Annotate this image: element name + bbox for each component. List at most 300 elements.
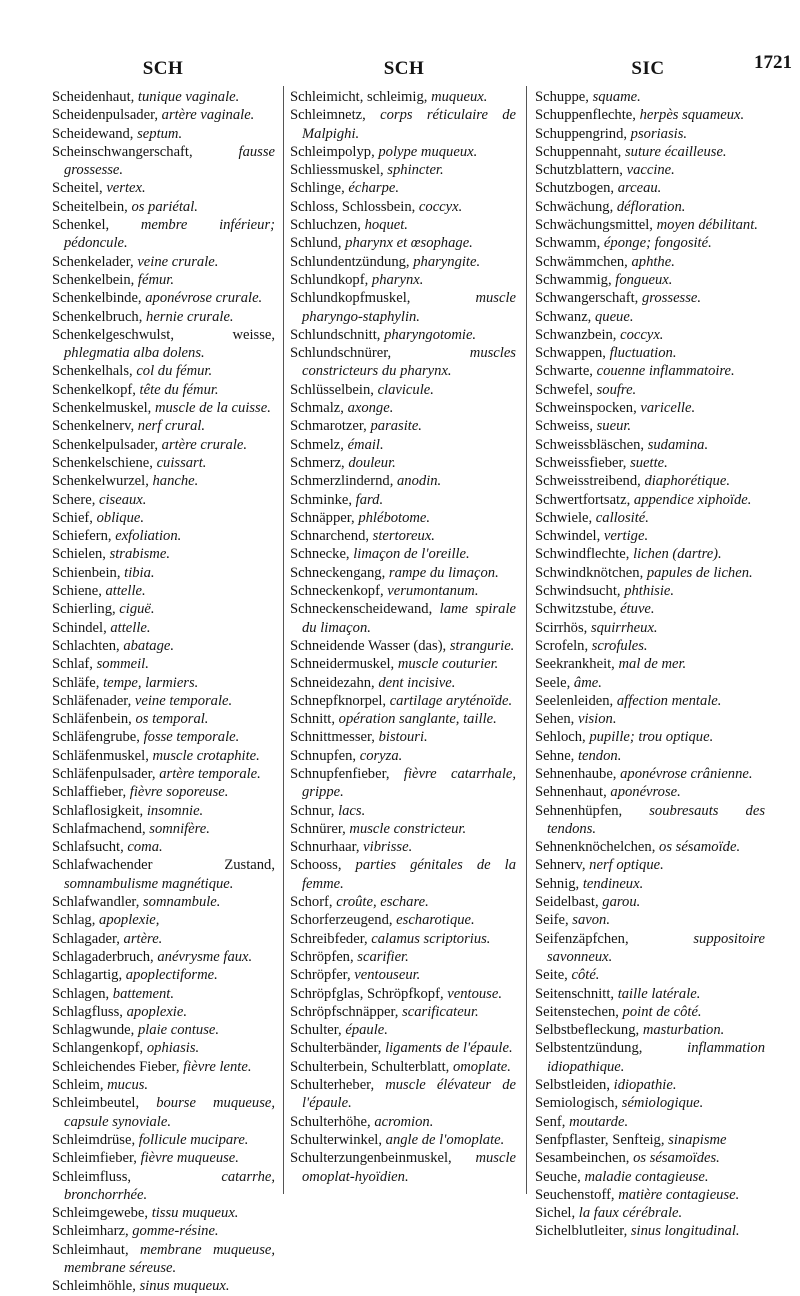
dictionary-entry — [535, 911, 765, 929]
dictionary-entry — [52, 454, 275, 472]
entry-headword: Schulterhöhe, — [290, 1113, 375, 1130]
dictionary-entry — [535, 856, 765, 874]
entry-headword: Selbstleiden, — [535, 1077, 614, 1094]
entry-headword: Schneidende Wasser (das), — [290, 637, 450, 654]
dictionary-entry — [52, 88, 275, 106]
entry-headword: Schlafsucht, — [52, 839, 128, 856]
dictionary-entry — [290, 582, 516, 600]
entry-translation: corps réticulaire de Malpighi. — [302, 107, 517, 142]
dictionary-entry — [535, 655, 765, 673]
entry-headword: Selbstentzündung, — [535, 1040, 688, 1057]
dictionary-entry — [52, 362, 275, 380]
entry-headword: Sehnig, — [535, 875, 583, 892]
entry-headword: Schienbein, — [52, 564, 125, 581]
entry-headword: Schwappen, — [535, 345, 610, 362]
dictionary-entry — [52, 1204, 275, 1222]
dictionary-entry — [290, 1076, 516, 1113]
entry-headword: Schlundschnürer, — [290, 345, 470, 362]
entry-translation: verumontanum. — [387, 583, 479, 600]
dictionary-entry — [52, 1039, 275, 1057]
dictionary-entry — [290, 326, 516, 344]
entry-headword: Schooss, — [290, 857, 356, 874]
dictionary-entry — [535, 692, 765, 710]
dictionary-entry — [290, 1003, 516, 1021]
dictionary-entry — [535, 1076, 765, 1094]
dictionary-entry — [52, 747, 275, 765]
entry-headword: Selbstbefleckung, — [535, 1022, 643, 1039]
entry-translation: ophiasis. — [146, 1040, 200, 1057]
dictionary-entry — [535, 1021, 765, 1039]
dictionary-entry — [52, 619, 275, 637]
entry-headword: Schwindknötchen, — [535, 564, 647, 581]
entry-headword: Schliessmuskel, — [290, 162, 388, 179]
entry-translation: gomme-résine. — [132, 1223, 219, 1240]
entry-translation: phlébotome. — [358, 509, 431, 526]
entry-translation: oblique. — [96, 509, 145, 526]
dictionary-entry — [290, 216, 516, 234]
entry-translation: plaie contuse. — [137, 1022, 219, 1039]
entry-headword: Schneidermuskel, — [290, 656, 398, 673]
entry-headword: Schleimfieber, — [52, 1150, 141, 1167]
entry-translation: queue. — [594, 308, 634, 325]
entry-headword: Schenkelmuskel, — [52, 400, 155, 417]
entry-translation: garou. — [602, 894, 641, 911]
dictionary-entry — [290, 930, 516, 948]
entry-translation: aphthe. — [631, 253, 675, 270]
entry-translation: cartilage aryténoïde. — [389, 692, 513, 709]
entry-headword: Schleichendes Fieber, — [52, 1058, 184, 1075]
entry-headword: Schlundkopf, — [290, 271, 372, 288]
entry-headword: Schlüsselbein, — [290, 381, 378, 398]
entry-translation: omoplate. — [452, 1058, 511, 1075]
entry-translation: attelle. — [105, 583, 146, 600]
entry-headword: Schenkelwurzel, — [52, 473, 153, 490]
dictionary-entry — [535, 362, 765, 380]
entry-translation: fausse grossesse. — [64, 143, 275, 179]
entry-translation: fémur. — [137, 271, 174, 288]
entry-translation: taille latérale. — [617, 985, 701, 1002]
dictionary-entry — [52, 1222, 275, 1240]
dictionary-entry — [52, 710, 275, 728]
entry-translation: scarificateur. — [402, 1003, 479, 1020]
entry-translation: arceau. — [617, 180, 662, 197]
entry-translation: hernie crurale. — [146, 308, 234, 325]
entry-headword: Schwammig, — [535, 271, 616, 288]
dictionary-entry — [535, 600, 765, 618]
entry-headword: Schlafwachender Zustand, — [52, 857, 275, 874]
dictionary-entry — [535, 106, 765, 124]
dictionary-entry — [290, 509, 516, 527]
entry-translation: émail. — [347, 436, 384, 453]
entry-headword: Schwanz, — [535, 308, 595, 325]
entry-headword: Schminke, — [290, 491, 356, 508]
entry-translation: moyen débilitant. — [656, 217, 758, 234]
entry-translation: inflammation idiopathique. — [547, 1040, 765, 1075]
dictionary-entry — [535, 875, 765, 893]
entry-translation: épaule. — [345, 1022, 388, 1039]
entry-translation: varicelle. — [640, 400, 696, 417]
entry-headword: Schnupfen, — [290, 747, 360, 764]
column-rule — [526, 86, 527, 1194]
dictionary-entry — [290, 1131, 516, 1149]
dictionary-entry — [535, 1168, 765, 1186]
dictionary-entry — [290, 344, 516, 381]
entry-translation: muscle omoplat-hyoïdien. — [302, 1150, 516, 1185]
entry-headword: Sehnenhaut, — [535, 784, 611, 801]
entry-headword: Schenkelader, — [52, 253, 138, 270]
entry-headword: Schwarte, — [535, 363, 597, 380]
entry-translation: follicule mucipare. — [138, 1131, 249, 1148]
entry-translation: matière contagieuse. — [618, 1186, 740, 1203]
entry-headword: Schlafwandler, — [52, 894, 143, 911]
entry-headword: Schenkelbinde, — [52, 290, 146, 307]
entry-translation: membre inférieur; pédoncule. — [64, 217, 275, 252]
dictionary-entry — [52, 216, 275, 253]
entry-headword: Schleimdrüse, — [52, 1131, 139, 1148]
entry-headword: Schwertfortsatz, — [535, 491, 634, 508]
dictionary-entry — [535, 1222, 765, 1240]
entry-headword: Schmerzlindernd, — [290, 473, 397, 490]
entry-headword: Schlund, — [290, 235, 346, 252]
entry-headword: Schutzbogen, — [535, 180, 618, 197]
entry-translation: appendice xiphoïde. — [633, 491, 752, 508]
entry-headword: Schlundentzündung, — [290, 253, 414, 270]
entry-headword: Schläfengrube, — [52, 729, 144, 746]
entry-headword: Sehnenknöchelchen, — [535, 839, 660, 856]
entry-translation: somnifère. — [149, 820, 210, 837]
entry-translation: suppositoire savonneux. — [547, 930, 765, 965]
entry-headword: Sehnenhüpfen, — [535, 802, 650, 819]
dictionary-entry — [535, 1003, 765, 1021]
entry-translation: muqueux. — [431, 89, 488, 105]
entry-translation: col du fémur. — [136, 363, 213, 380]
entry-translation: pharyngite. — [413, 253, 481, 270]
dictionary-entry — [535, 344, 765, 362]
entry-headword: Schnepfknorpel, — [290, 692, 390, 709]
entry-translation: grossesse. — [641, 290, 702, 307]
entry-headword: Schnur, — [290, 802, 339, 819]
entry-translation: ventouseur. — [354, 967, 421, 984]
dictionary-entry — [535, 216, 765, 234]
entry-translation: axonge. — [347, 400, 394, 417]
entry-translation: moutarde. — [569, 1113, 629, 1130]
entry-translation: escharotique. — [396, 912, 475, 929]
running-head-right: SIC — [631, 58, 665, 79]
dictionary-entry — [535, 381, 765, 399]
entry-translation: muscle constricteur. — [349, 820, 467, 837]
entry-translation: veine crurale. — [137, 253, 219, 270]
entry-headword: Schere, — [52, 491, 100, 508]
entry-headword: Scheidenpulsader, — [52, 107, 162, 124]
entry-headword: Schulterzungenbeinmuskel, — [290, 1150, 476, 1167]
entry-translation: muscle élévateur de l'épaule. — [302, 1077, 516, 1112]
dictionary-entry — [52, 1149, 275, 1167]
entry-headword: Schloss, Schlossbein, — [290, 198, 419, 215]
entry-headword: Schleimpolyp, — [290, 143, 379, 160]
entry-translation: somnambule. — [143, 894, 221, 911]
entry-translation: muscle pharyngo-staphylin. — [302, 290, 516, 325]
dictionary-entry — [52, 582, 275, 600]
dictionary-entry — [535, 88, 765, 106]
dictionary-entry — [290, 637, 516, 655]
entry-translation: apoplexie. — [126, 1003, 187, 1020]
entry-translation: aponévrose. — [610, 784, 681, 801]
dictionary-entry — [535, 1204, 765, 1222]
entry-translation: herpès squameux. — [639, 107, 745, 124]
dictionary-entry — [52, 802, 275, 820]
entry-translation: battement. — [112, 985, 174, 1002]
entry-translation: squame. — [592, 89, 641, 105]
entry-translation: phlegmatia alba dolens. — [64, 345, 205, 362]
dictionary-entry — [535, 179, 765, 197]
dictionary-entry — [52, 106, 275, 124]
column-1 — [52, 88, 275, 1296]
entry-translation: scarifier. — [357, 948, 409, 965]
entry-headword: Schweisstreibend, — [535, 473, 645, 490]
dictionary-entry — [535, 1186, 765, 1204]
dictionary-entry — [52, 399, 275, 417]
entry-translation: tête du fémur. — [139, 381, 219, 398]
entry-translation: muscle crotaphite. — [152, 747, 260, 764]
entry-translation: vaccine. — [626, 162, 675, 179]
entry-translation: mal de mer. — [618, 656, 687, 673]
dictionary-entry — [290, 728, 516, 746]
entry-translation: suette. — [630, 454, 668, 471]
entry-headword: Schwindel, — [535, 528, 604, 545]
dictionary-entry — [52, 893, 275, 911]
entry-translation: artère temporale. — [159, 765, 261, 782]
entry-translation: clavicule. — [377, 381, 434, 398]
entry-headword: Schröpfen, — [290, 948, 358, 965]
entry-headword: Schleimfluss, — [52, 1168, 222, 1185]
dictionary-entry — [290, 692, 516, 710]
dictionary-entry — [535, 326, 765, 344]
entry-translation: artère vaginale. — [161, 107, 255, 124]
dictionary-entry — [52, 728, 275, 746]
entry-translation: parasite. — [370, 418, 422, 435]
dictionary-entry — [290, 179, 516, 197]
dictionary-entry — [52, 308, 275, 326]
dictionary-entry — [290, 674, 516, 692]
entry-translation: cuissart. — [156, 454, 207, 471]
dictionary-entry — [535, 783, 765, 801]
entry-headword: Schleimhaut, — [52, 1241, 140, 1258]
entry-translation: pharynx. — [371, 271, 424, 288]
dictionary-entry — [535, 545, 765, 563]
entry-translation: âme. — [573, 674, 602, 691]
dictionary-entry — [290, 911, 516, 929]
entry-headword: Schlag, — [52, 912, 100, 929]
entry-translation: fongueux. — [615, 271, 673, 288]
entry-translation: fièvre soporeuse. — [129, 784, 229, 801]
entry-headword: Seite, — [535, 967, 572, 984]
entry-headword: Schröpfglas, Schröpfkopf, — [290, 985, 448, 1002]
entry-headword: Schuppenflechte, — [535, 107, 640, 124]
entry-translation: ciseaux. — [99, 491, 147, 508]
entry-translation: nerf crural. — [137, 418, 206, 435]
dictionary-entry — [52, 692, 275, 710]
entry-translation: fièvre muqueuse. — [140, 1150, 239, 1167]
entry-headword: Schenkelschiene, — [52, 454, 157, 471]
entry-translation: dent incisive. — [378, 674, 456, 691]
dictionary-entry — [535, 472, 765, 490]
entry-headword: Schnürer, — [290, 820, 350, 837]
entry-translation: bistouri. — [378, 729, 428, 746]
entry-translation: veine temporale. — [134, 692, 233, 709]
entry-headword: Schmarotzer, — [290, 418, 371, 435]
entry-translation: apoplectiforme. — [125, 967, 218, 984]
entry-headword: Schwindflechte, — [535, 546, 634, 563]
entry-headword: Schenkel, — [52, 217, 141, 234]
entry-translation: tibia. — [124, 564, 155, 581]
entry-translation: sinus longitudinal. — [630, 1223, 740, 1240]
dictionary-entry — [52, 326, 275, 363]
entry-translation: diaphorétique. — [644, 473, 730, 490]
dictionary-entry — [290, 253, 516, 271]
entry-headword: Scheitel, — [52, 180, 107, 197]
entry-headword: Schlagader, — [52, 930, 124, 947]
dictionary-entry — [535, 1131, 765, 1149]
entry-headword: Schwächungsmittel, — [535, 217, 657, 234]
dictionary-entry — [290, 966, 516, 984]
page-number: 1721 — [754, 52, 792, 73]
entry-headword: Schweissfieber, — [535, 454, 631, 471]
dictionary-entry — [290, 417, 516, 435]
dictionary-entry — [52, 436, 275, 454]
entry-translation: suture écailleuse. — [624, 143, 727, 160]
entry-translation: sémiologique. — [621, 1095, 704, 1112]
entry-translation: fosse temporale. — [143, 729, 240, 746]
entry-translation: polype muqueux. — [378, 143, 478, 160]
entry-headword: Sichelblutleiter, — [535, 1223, 631, 1240]
dictionary-entry — [535, 966, 765, 984]
dictionary-entry — [290, 710, 516, 728]
entry-translation: soufre. — [596, 381, 637, 398]
entry-headword: Schulterwinkel, — [290, 1131, 386, 1148]
dictionary-entry — [535, 1149, 765, 1167]
dictionary-entry — [52, 1168, 275, 1205]
entry-headword: Schlafmachend, — [52, 820, 150, 837]
entry-headword: Senfpflaster, Senfteig, — [535, 1131, 669, 1148]
entry-translation: idiopathie. — [613, 1077, 677, 1094]
entry-translation: hoquet. — [364, 217, 408, 234]
dictionary-entry — [52, 820, 275, 838]
dictionary-entry — [535, 619, 765, 637]
entry-headword: Schlachten, — [52, 637, 124, 654]
entry-headword: Schmelz, — [290, 436, 348, 453]
dictionary-entry — [52, 856, 275, 893]
entry-headword: Schnecke, — [290, 546, 354, 563]
entry-headword: Schuppengrind, — [535, 125, 631, 142]
entry-translation: pupille; trou optique. — [589, 729, 714, 746]
entry-headword: Schneckenkopf, — [290, 583, 388, 600]
dictionary-entry — [52, 545, 275, 563]
entry-headword: Schnäpper, — [290, 509, 359, 526]
entry-headword: Seifenzäpfchen, — [535, 930, 694, 947]
entry-translation: sudamina. — [647, 436, 709, 453]
dictionary-entry — [290, 1058, 516, 1076]
entry-translation: tendon. — [577, 747, 622, 764]
entry-headword: Schulterbein, Schulterblatt, — [290, 1058, 453, 1075]
entry-headword: Schwitzstube, — [535, 601, 621, 618]
entry-translation: strabisme. — [109, 546, 170, 563]
dictionary-entry — [535, 985, 765, 1003]
dictionary-entry — [290, 747, 516, 765]
dictionary-entry — [290, 88, 516, 106]
entry-translation: éponge; fongosité. — [603, 235, 712, 252]
dictionary-entry — [535, 1094, 765, 1112]
entry-translation: tissu muqueux. — [151, 1205, 239, 1222]
entry-headword: Seuche, — [535, 1168, 585, 1185]
dictionary-entry — [52, 271, 275, 289]
entry-translation: ciguë. — [119, 601, 155, 618]
entry-translation: maladie contagieuse. — [584, 1168, 709, 1185]
dictionary-entry — [535, 308, 765, 326]
dictionary-entry — [52, 1021, 275, 1039]
entry-headword: Schnupfenfieber, — [290, 765, 404, 782]
dictionary-entry — [290, 161, 516, 179]
entry-translation: hanche. — [152, 473, 199, 490]
entry-translation: fard. — [355, 491, 384, 508]
dictionary-entry — [290, 655, 516, 673]
entry-translation: vertige. — [603, 528, 649, 545]
dictionary-entry — [535, 143, 765, 161]
entry-headword: Schwangerschaft, — [535, 290, 642, 307]
entry-translation: ligaments de l'épaule. — [385, 1040, 513, 1057]
entry-translation: vertex. — [106, 180, 146, 197]
entry-translation: tunique vaginale. — [137, 89, 240, 105]
entry-headword: Schlinge, — [290, 180, 349, 197]
dictionary-entry — [52, 655, 275, 673]
dictionary-entry — [290, 802, 516, 820]
entry-translation: strangurie. — [449, 637, 515, 654]
entry-headword: Schuppennaht, — [535, 143, 625, 160]
entry-headword: Schenkelkopf, — [52, 381, 140, 398]
entry-translation: anévrysme faux. — [157, 948, 253, 965]
entry-translation: acromion. — [374, 1113, 434, 1130]
entry-headword: Schuppe, — [535, 89, 593, 105]
dictionary-entry — [52, 472, 275, 490]
entry-headword: Schlaflosigkeit, — [52, 802, 147, 819]
entry-translation: os sésamoïde. — [659, 839, 741, 856]
dictionary-entry — [535, 728, 765, 746]
dictionary-entry — [52, 783, 275, 801]
dictionary-entry — [52, 179, 275, 197]
entry-headword: Schielen, — [52, 546, 110, 563]
entry-translation: vibrisse. — [363, 839, 413, 856]
entry-translation: angle de l'omoplate. — [385, 1131, 505, 1148]
entry-headword: Schnarchend, — [290, 528, 373, 545]
entry-headword: Schlagfluss, — [52, 1003, 127, 1020]
entry-translation: mucus. — [107, 1077, 149, 1094]
entry-headword: Schmerz, — [290, 454, 349, 471]
entry-translation: fièvre catarrhale, grippe. — [302, 765, 517, 801]
entry-headword: Sesambeinchen, — [535, 1150, 634, 1167]
dictionary-entry — [535, 125, 765, 143]
entry-translation: nerf optique. — [589, 857, 664, 874]
entry-translation: aponévrose crânienne. — [620, 765, 753, 782]
dictionary-entry — [290, 765, 516, 802]
dictionary-entry — [535, 930, 765, 967]
entry-translation: septum. — [137, 125, 183, 142]
entry-translation: muscles constricteurs du pharynx. — [302, 345, 516, 380]
entry-translation: sinapisme — [668, 1131, 727, 1148]
entry-headword: Schnurhaar, — [290, 839, 364, 856]
entry-headword: Schläfe, — [52, 674, 104, 691]
dictionary-entry — [290, 143, 516, 161]
entry-translation: lame spirale du limaçon. — [302, 601, 516, 636]
entry-translation: muscle de la cuisse. — [154, 400, 271, 417]
